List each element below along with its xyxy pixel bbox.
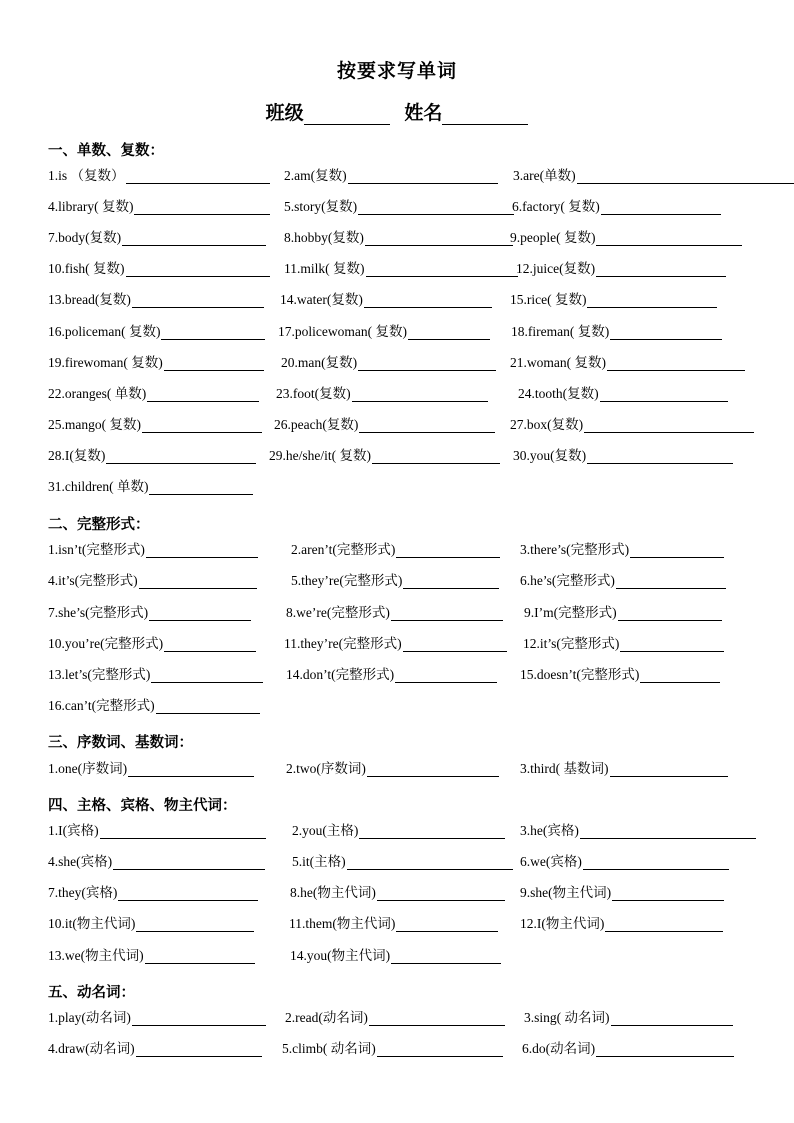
exercise-item — [48, 320, 265, 340]
exercise-item — [48, 195, 270, 215]
exercise-prompt: 27.box(复数) — [510, 417, 584, 432]
student-info-line — [0, 98, 794, 125]
answer-blank[interactable] — [620, 636, 724, 652]
exercise-item — [282, 1037, 503, 1057]
exercise-prompt: 17.policewoman( 复数) — [278, 324, 407, 339]
answer-blank[interactable] — [365, 230, 513, 246]
answer-blank[interactable] — [136, 916, 254, 932]
exercise-item — [48, 288, 264, 308]
answer-blank[interactable] — [118, 885, 258, 901]
section-heading: 二、完整形式： — [48, 517, 150, 533]
answer-blank[interactable] — [149, 479, 253, 495]
exercise-prompt: 23.foot(复数) — [276, 386, 351, 401]
exercise-prompt: 29.he/she/it( 复数) — [269, 448, 371, 463]
exercise-prompt: 6.factory( 复数) — [512, 199, 600, 214]
name-label: 姓名 — [404, 103, 443, 124]
answer-blank[interactable] — [146, 542, 258, 558]
exercise-prompt: 5.story(复数) — [284, 199, 358, 214]
exercise-item — [290, 944, 501, 964]
exercise-prompt: 4.library( 复数) — [48, 199, 134, 214]
section-heading: 五、动名词： — [48, 985, 135, 1001]
answer-blank[interactable] — [359, 823, 505, 839]
answer-blank[interactable] — [372, 448, 500, 464]
exercise-item — [48, 912, 254, 932]
exercise-prompt: 13.let’s(完整形式) — [48, 667, 151, 682]
exercise-prompt: 6.he’s(完整形式) — [520, 573, 615, 588]
answer-blank[interactable] — [391, 605, 503, 621]
exercise-prompt: 26.peach(复数) — [274, 417, 359, 432]
answer-blank[interactable] — [364, 292, 492, 308]
answer-blank[interactable] — [583, 854, 729, 870]
exercise-prompt: 1.play(动名词) — [48, 1010, 131, 1025]
exercise-item — [291, 538, 500, 558]
answer-blank[interactable] — [596, 261, 726, 277]
exercise-item — [520, 538, 724, 558]
exercise-item — [269, 444, 500, 464]
exercise-item — [284, 257, 518, 277]
exercise-prompt: 3.there’s(完整形式) — [520, 542, 630, 557]
answer-blank[interactable] — [587, 448, 733, 464]
answer-blank[interactable] — [611, 1010, 733, 1026]
exercise-prompt: 25.mango( 复数) — [48, 417, 141, 432]
exercise-prompt: 3.sing( 动名词) — [524, 1010, 610, 1025]
exercise-item — [281, 351, 496, 371]
worksheet-title: 按要求写单词 — [336, 61, 457, 82]
section-heading: 一、单数、复数： — [48, 143, 164, 159]
exercise-item — [48, 226, 266, 246]
answer-blank[interactable] — [580, 823, 756, 839]
exercise-item — [284, 164, 498, 184]
exercise-prompt: 7.they(宾格) — [48, 885, 118, 900]
answer-blank[interactable] — [600, 386, 728, 402]
exercise-prompt: 2.am(复数) — [284, 168, 347, 183]
exercise-item — [48, 382, 259, 402]
exercise-prompt: 31.children( 单数) — [48, 479, 149, 494]
exercise-item — [520, 881, 724, 901]
answer-blank[interactable] — [587, 292, 717, 308]
answer-blank[interactable] — [607, 355, 745, 371]
exercise-prompt: 11.milk( 复数) — [284, 261, 365, 276]
class-blank[interactable] — [304, 104, 390, 125]
exercise-item — [289, 912, 498, 932]
answer-blank[interactable] — [367, 761, 499, 777]
exercise-item — [276, 382, 488, 402]
answer-blank[interactable] — [610, 761, 728, 777]
exercise-prompt: 9.she(物主代词) — [520, 885, 612, 900]
exercise-prompt: 2.read(动名词) — [285, 1010, 368, 1025]
answer-blank[interactable] — [605, 916, 723, 932]
exercise-item — [292, 819, 505, 839]
exercise-prompt: 19.firewoman( 复数) — [48, 355, 163, 370]
exercise-item — [285, 1006, 505, 1026]
answer-blank[interactable] — [612, 885, 724, 901]
answer-blank[interactable] — [403, 636, 507, 652]
exercise-prompt: 13.we(物主代词) — [48, 948, 144, 963]
exercise-item — [284, 226, 513, 246]
answer-blank[interactable] — [630, 542, 724, 558]
exercise-item — [522, 1037, 734, 1057]
exercise-prompt: 6.we(宾格) — [520, 854, 582, 869]
exercise-item — [48, 538, 258, 558]
answer-blank[interactable] — [128, 761, 254, 777]
answer-blank[interactable] — [616, 573, 726, 589]
answer-blank[interactable] — [149, 605, 251, 621]
exercise-item — [48, 757, 254, 777]
exercise-prompt: 1.is （复数） — [48, 168, 125, 183]
exercise-item — [48, 694, 260, 714]
answer-blank[interactable] — [132, 292, 264, 308]
exercise-item — [520, 757, 728, 777]
exercise-item — [510, 351, 745, 371]
exercise-prompt: 4.it’s(完整形式) — [48, 573, 138, 588]
answer-blank[interactable] — [352, 386, 488, 402]
exercise-item — [523, 632, 724, 652]
exercise-prompt: 3.are(单数) — [513, 168, 576, 183]
answer-blank[interactable] — [358, 199, 514, 215]
exercise-prompt: 1.one(序数词) — [48, 761, 128, 776]
exercise-prompt: 18.fireman( 复数) — [511, 324, 610, 339]
answer-blank[interactable] — [396, 542, 500, 558]
answer-blank[interactable] — [100, 823, 266, 839]
exercise-item — [524, 601, 722, 621]
exercise-prompt: 2.you(主格) — [292, 823, 359, 838]
exercise-prompt: 1.I(宾格) — [48, 823, 99, 838]
exercise-item — [520, 819, 756, 839]
exercise-prompt: 7.body(复数) — [48, 230, 122, 245]
exercise-item — [511, 320, 722, 340]
answer-blank[interactable] — [156, 698, 260, 714]
exercise-prompt: 13.bread(复数) — [48, 292, 131, 307]
answer-blank[interactable] — [377, 1041, 503, 1057]
exercise-item — [513, 164, 794, 184]
answer-blank[interactable] — [347, 854, 513, 870]
answer-blank[interactable] — [134, 199, 270, 215]
exercise-prompt: 12.it’s(完整形式) — [523, 636, 620, 651]
exercise-prompt: 8.we’re(完整形式) — [286, 605, 390, 620]
exercise-prompt: 8.he(物主代词) — [290, 885, 376, 900]
exercise-item — [520, 569, 726, 589]
exercise-item — [48, 413, 262, 433]
exercise-item — [286, 601, 503, 621]
exercise-item — [510, 226, 742, 246]
answer-blank[interactable] — [132, 1010, 266, 1026]
answer-blank[interactable] — [640, 667, 720, 683]
answer-blank[interactable] — [391, 948, 501, 964]
exercise-prompt: 11.they’re(完整形式) — [284, 636, 402, 651]
exercise-prompt: 10.fish( 复数) — [48, 261, 125, 276]
exercise-prompt: 5.climb( 动名词) — [282, 1041, 376, 1056]
exercise-prompt: 30.you(复数) — [513, 448, 587, 463]
answer-blank[interactable] — [164, 636, 256, 652]
exercise-item — [520, 850, 729, 870]
exercise-prompt: 6.do(动名词) — [522, 1041, 596, 1056]
exercise-item — [48, 944, 255, 964]
exercise-item — [48, 881, 258, 901]
exercise-prompt: 4.she(宾格) — [48, 854, 113, 869]
exercise-item — [48, 444, 256, 464]
answer-blank[interactable] — [106, 448, 256, 464]
exercise-prompt: 5.it(主格) — [292, 854, 346, 869]
exercise-item — [512, 195, 721, 215]
exercise-item — [48, 257, 270, 277]
exercise-item — [280, 288, 492, 308]
answer-blank[interactable] — [161, 324, 265, 340]
exercise-prompt: 12.juice(复数) — [516, 261, 596, 276]
exercise-prompt: 2.two(序数词) — [286, 761, 366, 776]
exercise-prompt: 15.doesn’t(完整形式) — [520, 667, 640, 682]
answer-blank[interactable] — [139, 573, 257, 589]
exercise-item — [520, 663, 720, 683]
exercise-item — [48, 819, 266, 839]
exercise-item — [518, 382, 728, 402]
exercise-prompt: 16.policeman( 复数) — [48, 324, 161, 339]
exercise-item — [286, 663, 497, 683]
exercise-prompt: 1.isn’t(完整形式) — [48, 542, 145, 557]
exercise-prompt: 7.she’s(完整形式) — [48, 605, 149, 620]
exercise-item — [48, 632, 256, 652]
exercise-item — [48, 1037, 262, 1057]
exercise-prompt: 2.aren’t(完整形式) — [291, 542, 396, 557]
answer-blank[interactable] — [618, 605, 722, 621]
exercise-item — [48, 351, 264, 371]
answer-blank[interactable] — [369, 1010, 505, 1026]
exercise-item — [524, 1006, 733, 1026]
exercise-prompt: 14.water(复数) — [280, 292, 363, 307]
section-heading: 四、主格、宾格、物主代词： — [48, 798, 237, 814]
answer-blank[interactable] — [126, 168, 270, 184]
exercise-item — [48, 601, 251, 621]
answer-blank[interactable] — [408, 324, 490, 340]
exercise-item — [291, 569, 499, 589]
exercise-item — [48, 1006, 266, 1026]
exercise-item — [510, 413, 754, 433]
exercise-prompt: 8.hobby(复数) — [284, 230, 364, 245]
exercise-item — [48, 164, 270, 184]
exercise-item — [278, 320, 490, 340]
exercise-prompt: 28.I(复数) — [48, 448, 106, 463]
exercise-prompt: 4.draw(动名词) — [48, 1041, 135, 1056]
exercise-item — [290, 881, 505, 901]
answer-blank[interactable] — [145, 948, 255, 964]
answer-blank[interactable] — [142, 417, 262, 433]
exercise-prompt: 5.they’re(完整形式) — [291, 573, 403, 588]
answer-blank[interactable] — [147, 386, 259, 402]
exercise-item — [510, 288, 717, 308]
exercise-prompt: 16.can’t(完整形式) — [48, 698, 155, 713]
exercise-prompt: 24.tooth(复数) — [518, 386, 599, 401]
answer-blank[interactable] — [151, 667, 263, 683]
exercise-prompt: 9.people( 复数) — [510, 230, 596, 245]
exercise-prompt: 3.third( 基数词) — [520, 761, 609, 776]
exercise-item — [513, 444, 733, 464]
exercise-prompt: 15.rice( 复数) — [510, 292, 587, 307]
exercise-prompt: 3.he(宾格) — [520, 823, 579, 838]
exercise-prompt: 14.don’t(完整形式) — [286, 667, 395, 682]
answer-blank[interactable] — [403, 573, 499, 589]
answer-blank[interactable] — [359, 417, 495, 433]
exercise-item — [520, 912, 723, 932]
answer-blank[interactable] — [610, 324, 722, 340]
exercise-item — [516, 257, 726, 277]
answer-blank[interactable] — [577, 168, 794, 184]
exercise-item — [292, 850, 513, 870]
exercise-item — [48, 663, 263, 683]
answer-blank[interactable] — [377, 885, 505, 901]
exercise-prompt: 14.you(物主代词) — [290, 948, 391, 963]
exercise-item — [48, 569, 257, 589]
answer-blank[interactable] — [395, 667, 497, 683]
exercise-prompt: 21.woman( 复数) — [510, 355, 606, 370]
section-heading: 三、序数词、基数词： — [48, 735, 193, 751]
exercise-prompt: 10.you’re(完整形式) — [48, 636, 164, 651]
exercise-item — [48, 475, 253, 495]
exercise-item — [286, 757, 499, 777]
answer-blank[interactable] — [348, 168, 498, 184]
answer-blank[interactable] — [126, 261, 270, 277]
answer-blank[interactable] — [584, 417, 754, 433]
answer-blank[interactable] — [601, 199, 721, 215]
exercise-prompt: 22.oranges( 单数) — [48, 386, 147, 401]
answer-blank[interactable] — [136, 1041, 262, 1057]
name-blank[interactable] — [442, 104, 528, 125]
exercise-prompt: 10.it(物主代词) — [48, 916, 136, 931]
answer-blank[interactable] — [113, 854, 265, 870]
exercise-prompt: 12.I(物主代词) — [520, 916, 605, 931]
answer-blank[interactable] — [366, 261, 518, 277]
answer-blank[interactable] — [358, 355, 496, 371]
exercise-item — [48, 850, 265, 870]
answer-blank[interactable] — [596, 230, 742, 246]
exercise-item — [284, 632, 507, 652]
answer-blank[interactable] — [596, 1041, 734, 1057]
class-label: 班级 — [265, 103, 304, 124]
exercise-prompt: 20.man(复数) — [281, 355, 358, 370]
answer-blank[interactable] — [164, 355, 264, 371]
answer-blank[interactable] — [122, 230, 266, 246]
answer-blank[interactable] — [396, 916, 498, 932]
exercise-item — [274, 413, 495, 433]
exercise-item — [284, 195, 514, 215]
exercise-prompt: 11.them(物主代词) — [289, 916, 396, 931]
exercise-prompt: 9.I’m(完整形式) — [524, 605, 617, 620]
